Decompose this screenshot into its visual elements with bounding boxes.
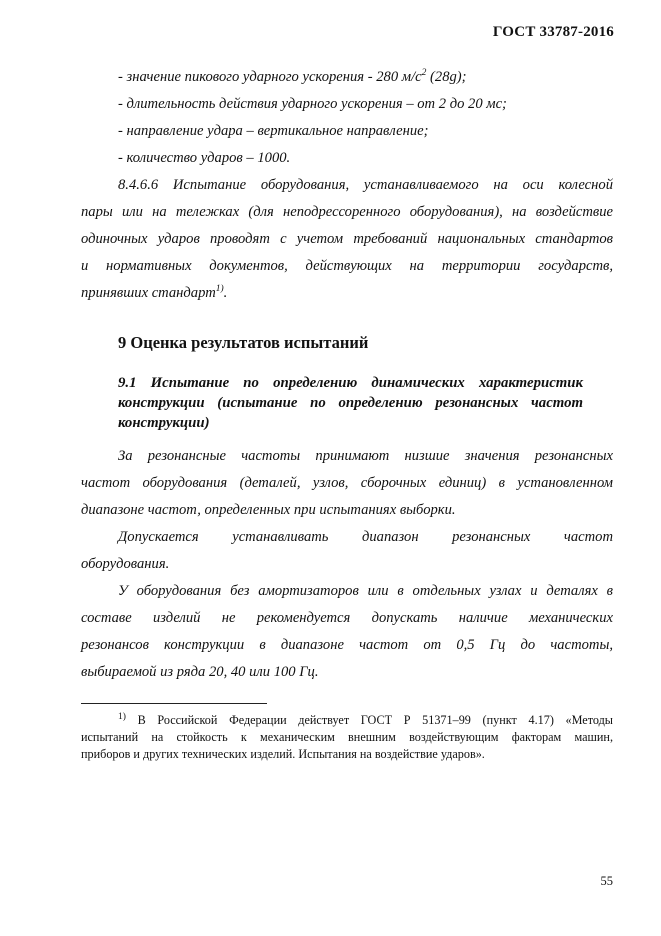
parameter-list bbox=[81, 64, 613, 172]
paragraph-no-dampers: У оборудования без амортизаторов или в отдельных узлах и деталях в составе изделий не рекомендуется допускать наличие механических резонансов конструкции в диапазоне частот от 0,5 Гц до частоты, выбираемой из ряда 20, 40 или 100 Гц. bbox=[81, 583, 613, 680]
list-item: - значение пикового ударного ускорения - 280 $м/с^2$ (28g); bbox=[118, 68, 467, 85]
paragraph-resonance-definition: За резонансные частоты принимают низшие значения резонансных частот оборудования (деталей, узлов, сборочных единиц) в установленном диапазоне частот, определенных при испытаниях выборки. bbox=[81, 448, 613, 518]
paragraph-8-4-6-6: 8.4.6.6 Испытание оборудования, устанавливаемого на оси колесной пары или на тележках (для неподрессоренного оборудования), на воздействие одиночных ударов проводят с учетом требований национальных стандартов и нормативных документов, действующих на территории государств, принявших стандарт$^{1)}$. bbox=[81, 177, 613, 301]
superscript: 2 bbox=[421, 68, 427, 79]
footnote: $^{1)}$ В Российской Федерации действует ГОСТ Р 51371–99 (пункт 4.17) «Методы испытаний на стойкость к механическим внешним воздействующим факторам машин, приборов и других технических изделий. Испытания на воздействие ударов». bbox=[81, 711, 613, 761]
paragraph-range-allowed: Допускается устанавливать диапазон резонансных частот оборудования. bbox=[81, 529, 613, 572]
footnote-divider bbox=[81, 703, 267, 704]
section-heading: 9 Оценка результатов испытаний bbox=[118, 333, 369, 352]
list-item: - количество ударов – 1000. bbox=[118, 150, 291, 166]
footnote-marker: 1) bbox=[118, 711, 126, 722]
list-item: - направление удара – вертикальное направление; bbox=[118, 123, 429, 139]
list-item: - длительность действия ударного ускорения – от 2 до 20 мс; bbox=[118, 96, 507, 112]
subsection-heading: 9.1 Испытание по определению динамических характеристик конструкции (испытание по определению резонансных частот конструкции) bbox=[118, 375, 583, 431]
footnote-reference[interactable]: 1) bbox=[215, 284, 224, 295]
page-header-standard: ГОСТ 33787-2016 bbox=[492, 24, 614, 40]
page-number: 55 bbox=[600, 874, 613, 888]
